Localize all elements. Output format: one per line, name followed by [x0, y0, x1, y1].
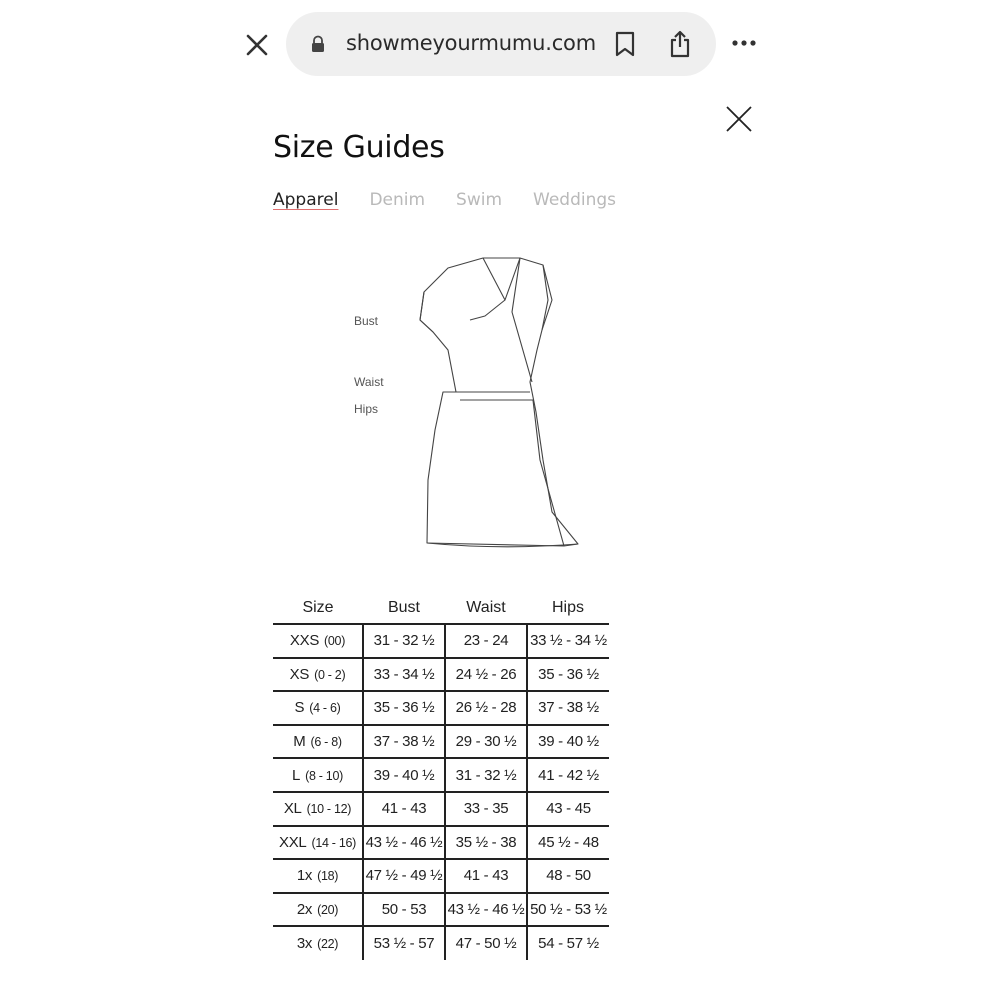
hips-cell: 39 - 40 ½ [527, 725, 609, 759]
size-label: 3x [296, 935, 313, 953]
modal-close-icon[interactable] [724, 104, 754, 134]
lock-icon [310, 35, 326, 53]
table-row [273, 826, 609, 860]
waist-cell: 43 ½ - 46 ½ [445, 893, 527, 927]
bust-cell: 53 ½ - 57 [363, 926, 445, 960]
size-cell [273, 624, 363, 658]
size-label: XL [283, 800, 302, 818]
size-label: 2x [296, 901, 313, 919]
page-title: Size Guides [273, 130, 445, 165]
bust-cell: 41 - 43 [363, 792, 445, 826]
bust-cell: 50 - 53 [363, 893, 445, 927]
url-text[interactable]: showmeyourmumu.com [346, 31, 596, 55]
table-row [273, 691, 609, 725]
size-label: XS [289, 665, 310, 683]
size-numeric: (0 - 2) [314, 667, 346, 682]
waist-cell: 35 ½ - 38 [445, 826, 527, 860]
hips-cell: 45 ½ - 48 [527, 826, 609, 860]
bookmark-icon[interactable] [614, 31, 636, 57]
hips-cell: 54 - 57 ½ [527, 926, 609, 960]
bust-label: Bust [354, 314, 379, 328]
size-chart-table [273, 592, 609, 960]
hips-cell: 37 - 38 ½ [527, 691, 609, 725]
size-numeric: (14 - 16) [311, 835, 356, 850]
bust-cell: 35 - 36 ½ [363, 691, 445, 725]
waist-cell: 23 - 24 [445, 624, 527, 658]
size-cell [273, 691, 363, 725]
size-cell [273, 792, 363, 826]
tab-weddings[interactable]: Weddings [533, 190, 617, 210]
size-numeric: (18) [317, 869, 339, 884]
table-row [273, 893, 609, 927]
size-numeric: (8 - 10) [305, 768, 343, 783]
tab-swim[interactable]: Swim [456, 190, 503, 210]
table-row [273, 624, 609, 658]
hips-cell: 43 - 45 [527, 792, 609, 826]
close-icon[interactable] [244, 32, 270, 58]
waist-cell: 31 - 32 ½ [445, 758, 527, 792]
header-waist: Waist [466, 598, 506, 616]
share-icon[interactable] [668, 30, 692, 58]
bust-cell: 37 - 38 ½ [363, 725, 445, 759]
waist-label: Waist [354, 375, 384, 389]
waist-cell: 33 - 35 [445, 792, 527, 826]
dress-outline-icon [340, 250, 620, 560]
tab-denim[interactable]: Denim [369, 190, 426, 210]
waist-cell: 41 - 43 [445, 859, 527, 893]
waist-cell: 24 ½ - 26 [445, 658, 527, 692]
size-label: M [293, 733, 306, 751]
size-cell [273, 926, 363, 960]
table-row [273, 725, 609, 759]
dress-diagram [340, 250, 620, 560]
size-cell [273, 893, 363, 927]
hips-cell: 33 ½ - 34 ½ [527, 624, 609, 658]
size-numeric: (20) [317, 903, 339, 918]
hips-label: Hips [354, 402, 379, 416]
size-cell [273, 658, 363, 692]
hips-cell: 50 ½ - 53 ½ [527, 893, 609, 927]
waist-cell: 47 - 50 ½ [445, 926, 527, 960]
header-bust: Bust [387, 598, 420, 616]
table-row [273, 658, 609, 692]
size-label: L [292, 766, 301, 784]
table-row [273, 792, 609, 826]
table-row [273, 926, 609, 960]
size-label: 1x [296, 867, 313, 885]
table-row [273, 758, 609, 792]
size-numeric: (6 - 8) [310, 735, 342, 750]
size-numeric: (22) [317, 937, 339, 952]
size-cell [273, 826, 363, 860]
size-numeric: (4 - 6) [309, 701, 341, 716]
bust-cell: 39 - 40 ½ [363, 758, 445, 792]
size-label: XXS [289, 632, 320, 650]
tab-apparel[interactable]: Apparel [273, 190, 339, 210]
header-size: Size [302, 598, 334, 616]
table-row [273, 859, 609, 893]
waist-cell: 29 - 30 ½ [445, 725, 527, 759]
size-cell [273, 758, 363, 792]
size-label: XXL [279, 833, 307, 851]
header-hips: Hips [551, 598, 584, 616]
table-header-row [273, 592, 609, 624]
size-numeric: (00) [324, 634, 346, 649]
size-cell [273, 725, 363, 759]
size-label: S [294, 699, 305, 717]
hips-cell: 48 - 50 [527, 859, 609, 893]
size-cell [273, 859, 363, 893]
waist-cell: 26 ½ - 28 [445, 691, 527, 725]
size-guide-tabs [273, 190, 616, 210]
bust-cell: 33 - 34 ½ [363, 658, 445, 692]
size-numeric: (10 - 12) [306, 802, 352, 817]
bust-cell: 43 ½ - 46 ½ [363, 826, 445, 860]
hips-cell: 41 - 42 ½ [527, 758, 609, 792]
bust-cell: 31 - 32 ½ [363, 624, 445, 658]
hips-cell: 35 - 36 ½ [527, 658, 609, 692]
bust-cell: 47 ½ - 49 ½ [363, 859, 445, 893]
more-icon[interactable] [731, 36, 757, 50]
